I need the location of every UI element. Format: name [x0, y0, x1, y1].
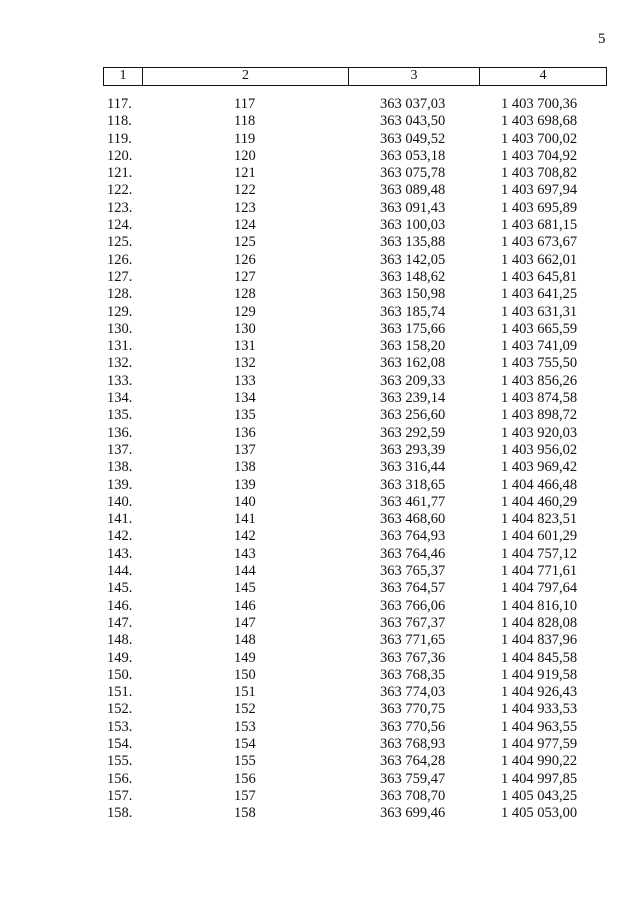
point-id: 130 [234, 320, 256, 337]
coord-y: 1 403 695,89 [501, 199, 578, 216]
coord-y: 1 404 926,43 [501, 684, 578, 701]
coord-x: 363 292,59 [380, 424, 446, 441]
coord-y: 1 404 816,10 [501, 597, 578, 614]
point-id: 117 [234, 96, 256, 112]
point-id: 153 [234, 718, 256, 735]
table-row [0, 563, 639, 580]
coord-y: 1 405 053,00 [501, 805, 578, 822]
row-number: 117. [107, 96, 132, 112]
table-row [0, 546, 639, 563]
coord-y: 1 403 704,92 [501, 147, 578, 164]
row-number: 139. [107, 476, 133, 493]
coord-x: 363 764,46 [380, 545, 446, 562]
coord-y: 1 404 828,08 [501, 614, 578, 631]
coord-y: 1 403 874,58 [501, 390, 578, 407]
table-row [0, 269, 639, 286]
header-cell-2: 2 [143, 68, 349, 85]
table-row [0, 684, 639, 701]
row-number: 125. [107, 234, 133, 251]
coord-x: 363 100,03 [380, 217, 446, 234]
coord-x: 363 767,37 [380, 614, 446, 631]
point-id: 134 [234, 390, 256, 407]
coord-x: 363 461,77 [380, 493, 446, 510]
coord-y: 1 404 460,29 [501, 493, 578, 510]
table-row [0, 321, 639, 338]
row-number: 128. [107, 286, 133, 303]
coord-x: 363 764,57 [380, 580, 446, 597]
table-row [0, 736, 639, 753]
table-row [0, 442, 639, 459]
point-id: 151 [234, 684, 256, 701]
coord-x: 363 162,08 [380, 355, 446, 372]
table-row [0, 96, 639, 113]
coord-y: 1 403 920,03 [501, 424, 578, 441]
table-header [103, 67, 607, 86]
coord-y: 1 404 797,64 [501, 580, 578, 597]
point-id: 139 [234, 476, 256, 493]
row-number: 157. [107, 787, 133, 804]
point-id: 132 [234, 355, 256, 372]
coord-x: 363 316,44 [380, 459, 446, 476]
coordinate-table-body [0, 96, 639, 822]
point-id: 149 [234, 649, 256, 666]
row-number: 138. [107, 459, 133, 476]
row-number: 146. [107, 597, 133, 614]
coord-y: 1 404 963,55 [501, 718, 578, 735]
coord-x: 363 770,75 [380, 701, 446, 718]
coord-x: 363 185,74 [380, 303, 446, 320]
coord-x: 363 142,05 [380, 251, 446, 268]
point-id: 120 [234, 147, 256, 164]
coord-x: 363 239,14 [380, 390, 446, 407]
table-row [0, 217, 639, 234]
row-number: 147. [107, 614, 133, 631]
row-number: 118. [107, 113, 132, 130]
row-number: 140. [107, 493, 133, 510]
table-row [0, 580, 639, 597]
table-row [0, 234, 639, 251]
coord-y: 1 403 956,02 [501, 441, 578, 458]
table-row [0, 425, 639, 442]
coord-y: 1 404 845,58 [501, 649, 578, 666]
coord-y: 1 403 741,09 [501, 338, 578, 355]
table-row [0, 615, 639, 632]
coord-x: 363 770,56 [380, 718, 446, 735]
row-number: 133. [107, 372, 133, 389]
coord-x: 363 256,60 [380, 407, 446, 424]
point-id: 124 [234, 217, 256, 234]
coord-y: 1 403 641,25 [501, 286, 578, 303]
row-number: 151. [107, 684, 133, 701]
row-number: 152. [107, 701, 133, 718]
table-row [0, 771, 639, 788]
coord-x: 363 293,39 [380, 441, 446, 458]
point-id: 119 [234, 130, 256, 147]
coord-y: 1 403 969,42 [501, 459, 578, 476]
header-cell-1: 1 [104, 68, 143, 85]
coord-y: 1 404 837,96 [501, 632, 578, 649]
coord-y: 1 403 708,82 [501, 165, 578, 182]
coord-x: 363 053,18 [380, 147, 446, 164]
table-row [0, 407, 639, 424]
table-row [0, 200, 639, 217]
coord-y: 1 404 466,48 [501, 476, 578, 493]
row-number: 134. [107, 390, 133, 407]
point-id: 158 [234, 805, 256, 822]
coord-x: 363 468,60 [380, 511, 446, 528]
coord-x: 363 175,66 [380, 320, 446, 337]
point-id: 133 [234, 372, 256, 389]
coord-y: 1 403 681,15 [501, 217, 578, 234]
coord-y: 1 403 662,01 [501, 251, 578, 268]
row-number: 156. [107, 770, 133, 787]
coord-x: 363 091,43 [380, 199, 446, 216]
point-id: 121 [234, 165, 256, 182]
row-number: 158. [107, 805, 133, 822]
table-row [0, 165, 639, 182]
table-row [0, 286, 639, 303]
point-id: 122 [234, 182, 256, 199]
point-id: 152 [234, 701, 256, 718]
coord-y: 1 403 645,81 [501, 268, 578, 285]
row-number: 142. [107, 528, 133, 545]
point-id: 148 [234, 632, 256, 649]
coord-x: 363 764,93 [380, 528, 446, 545]
table-row [0, 788, 639, 805]
point-id: 147 [234, 614, 256, 631]
point-id: 131 [234, 338, 256, 355]
coord-y: 1 403 698,68 [501, 113, 578, 130]
row-number: 129. [107, 303, 133, 320]
coord-y: 1 404 933,53 [501, 701, 578, 718]
coord-y: 1 404 997,85 [501, 770, 578, 787]
row-number: 121. [107, 165, 133, 182]
coord-x: 363 318,65 [380, 476, 446, 493]
coord-x: 363 089,48 [380, 182, 446, 199]
point-id: 126 [234, 251, 256, 268]
coord-x: 363 037,03 [380, 96, 446, 112]
table-row [0, 338, 639, 355]
row-number: 122. [107, 182, 133, 199]
point-id: 156 [234, 770, 256, 787]
header-cell-4: 4 [539, 68, 547, 83]
point-id: 135 [234, 407, 256, 424]
row-number: 126. [107, 251, 133, 268]
point-id: 136 [234, 424, 256, 441]
row-number: 154. [107, 735, 133, 752]
row-number: 137. [107, 441, 133, 458]
coord-y: 1 403 665,59 [501, 320, 578, 337]
table-row [0, 148, 639, 165]
point-id: 137 [234, 441, 256, 458]
row-number: 141. [107, 511, 133, 528]
table-row [0, 390, 639, 407]
table-row [0, 598, 639, 615]
coord-x: 363 148,62 [380, 268, 446, 285]
point-id: 128 [234, 286, 256, 303]
row-number: 144. [107, 563, 133, 580]
coord-y: 1 404 601,29 [501, 528, 578, 545]
table-row [0, 632, 639, 649]
row-number: 149. [107, 649, 133, 666]
point-id: 138 [234, 459, 256, 476]
point-id: 143 [234, 545, 256, 562]
page-number: 5 [598, 31, 606, 47]
row-number: 130. [107, 320, 133, 337]
coord-y: 1 405 043,25 [501, 787, 578, 804]
row-number: 148. [107, 632, 133, 649]
row-number: 132. [107, 355, 133, 372]
table-row [0, 355, 639, 372]
table-row [0, 494, 639, 511]
table-row [0, 182, 639, 199]
row-number: 150. [107, 666, 133, 683]
point-id: 123 [234, 199, 256, 216]
coord-y: 1 403 755,50 [501, 355, 578, 372]
point-id: 127 [234, 268, 256, 285]
coord-x: 363 759,47 [380, 770, 446, 787]
point-id: 145 [234, 580, 256, 597]
point-id: 141 [234, 511, 256, 528]
row-number: 136. [107, 424, 133, 441]
point-id: 146 [234, 597, 256, 614]
row-number: 153. [107, 718, 133, 735]
coord-x: 363 764,28 [380, 753, 446, 770]
table-row [0, 511, 639, 528]
table-row [0, 528, 639, 545]
coord-y: 1 403 700,36 [501, 96, 578, 112]
point-id: 129 [234, 303, 256, 320]
point-id: 157 [234, 787, 256, 804]
coord-x: 363 135,88 [380, 234, 446, 251]
table-row [0, 753, 639, 770]
table-row [0, 373, 639, 390]
coord-x: 363 150,98 [380, 286, 446, 303]
point-id: 154 [234, 735, 256, 752]
coord-y: 1 403 631,31 [501, 303, 578, 320]
coord-x: 363 075,78 [380, 165, 446, 182]
coord-x: 363 708,70 [380, 787, 446, 804]
table-row [0, 113, 639, 130]
row-number: 124. [107, 217, 133, 234]
table-row [0, 719, 639, 736]
row-number: 131. [107, 338, 133, 355]
row-number: 155. [107, 753, 133, 770]
header-cell-3: 3 [349, 68, 480, 85]
table-row [0, 701, 639, 718]
point-id: 150 [234, 666, 256, 683]
table-row [0, 131, 639, 148]
coord-y: 1 403 697,94 [501, 182, 578, 199]
coord-y: 1 404 919,58 [501, 666, 578, 683]
point-id: 125 [234, 234, 256, 251]
coord-y: 1 403 856,26 [501, 372, 578, 389]
point-id: 142 [234, 528, 256, 545]
point-id: 155 [234, 753, 256, 770]
coord-x: 363 209,33 [380, 372, 446, 389]
coord-y: 1 403 700,02 [501, 130, 578, 147]
row-number: 127. [107, 268, 133, 285]
coord-x: 363 771,65 [380, 632, 446, 649]
row-number: 135. [107, 407, 133, 424]
coord-x: 363 158,20 [380, 338, 446, 355]
coord-y: 1 404 990,22 [501, 753, 578, 770]
coord-y: 1 404 977,59 [501, 735, 578, 752]
table-row [0, 477, 639, 494]
table-row [0, 304, 639, 321]
coord-x: 363 049,52 [380, 130, 446, 147]
table-row [0, 650, 639, 667]
row-number: 120. [107, 147, 133, 164]
coord-x: 363 774,03 [380, 684, 446, 701]
row-number: 119. [107, 130, 132, 147]
point-id: 144 [234, 563, 256, 580]
row-number: 123. [107, 199, 133, 216]
point-id: 140 [234, 493, 256, 510]
coord-y: 1 404 757,12 [501, 545, 578, 562]
table-row [0, 805, 639, 822]
coord-y: 1 404 823,51 [501, 511, 578, 528]
row-number: 145. [107, 580, 133, 597]
coord-y: 1 404 771,61 [501, 563, 578, 580]
coord-y: 1 403 673,67 [501, 234, 578, 251]
row-number: 143. [107, 545, 133, 562]
table-row [0, 252, 639, 269]
table-row [0, 667, 639, 684]
coord-x: 363 043,50 [380, 113, 446, 130]
coord-x: 363 766,06 [380, 597, 446, 614]
coord-x: 363 768,93 [380, 735, 446, 752]
point-id: 118 [234, 113, 256, 130]
coord-x: 363 767,36 [380, 649, 446, 666]
coord-y: 1 403 898,72 [501, 407, 578, 424]
coord-x: 363 768,35 [380, 666, 446, 683]
coord-x: 363 699,46 [380, 805, 446, 822]
coord-x: 363 765,37 [380, 563, 446, 580]
table-row [0, 459, 639, 476]
